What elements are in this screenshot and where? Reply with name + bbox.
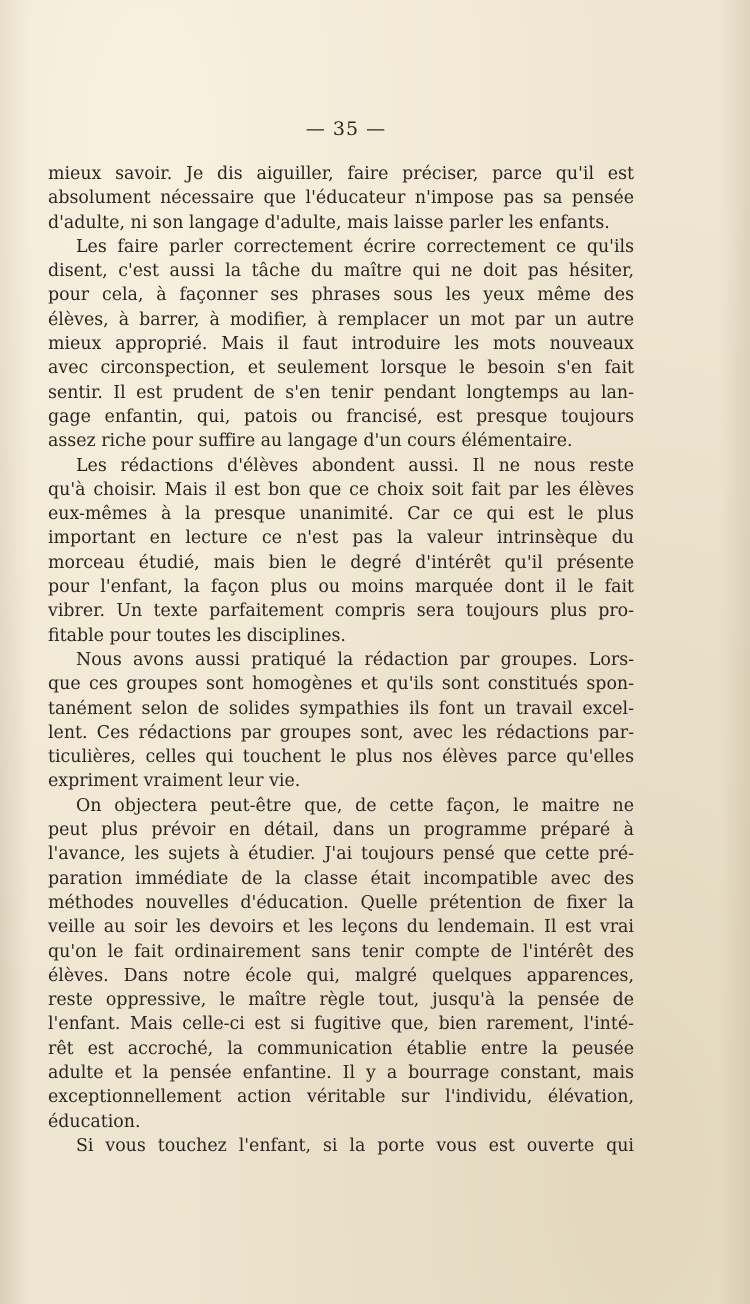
text-line: disent, c'est aussi la tâche du maître qui ne doit pas hésiter,: [48, 261, 634, 282]
text-line: éducation.: [48, 1111, 141, 1132]
text-line: Les faire parler correctement écrire correctement ce qu'ils: [76, 236, 634, 257]
text-line: Si vous touchez l'enfant, si la porte vous est ouverte qui: [76, 1135, 634, 1156]
text-line: Les rédactions d'élèves abondent aussi. Il ne nous reste: [76, 455, 634, 476]
page-body-text: [48, 162, 634, 1158]
text-line: l'enfant. Mais celle-ci est si fugitive que, bien rarement, l'inté-: [48, 1014, 634, 1035]
text-line: qu'on le fait ordinairement sans tenir compte de l'intérêt des: [48, 941, 634, 962]
text-line: adulte et la pensée enfantine. Il y a bourrage constant, mais: [48, 1062, 634, 1083]
text-line: l'avance, les sujets à étudier. J'ai toujours pensé que cette pré-: [48, 844, 634, 865]
text-line: rêt est accroché, la communication établie entre la peusée: [48, 1038, 634, 1059]
text-line: peut plus prévoir en détail, dans un programme préparé à: [48, 820, 634, 841]
text-line: important en lecture ce n'est pas la valeur intrinsèque du: [48, 528, 634, 549]
text-line: expriment vraiment leur vie.: [48, 771, 301, 792]
text-line: élèves, à barrer, à modifier, à remplacer un mot par un autre: [48, 309, 634, 330]
text-line: pour l'enfant, la façon plus ou moins marquée dont il le fait: [48, 577, 634, 598]
text-line: avec circonspection, et seulement lorsque le besoin s'en fait: [48, 358, 634, 379]
text-line: vibrer. Un texte parfaitement compris sera toujours plus pro-: [48, 601, 634, 622]
text-line: paration immédiate de la classe était incompatible avec des: [48, 868, 634, 889]
text-line: ticulières, celles qui touchent le plus nos élèves parce qu'elles: [48, 747, 634, 768]
text-line: exceptionnellement action véritable sur l'individu, élévation,: [48, 1087, 634, 1108]
text-line: On objectera peut-être que, de cette façon, le maitre ne: [76, 795, 634, 816]
text-line: mieux savoir. Je dis aiguiller, faire préciser, parce qu'il est: [48, 164, 634, 184]
text-line: eux-mêmes à la presque unanimité. Car ce qui est le plus: [48, 504, 634, 525]
text-line: élèves. Dans notre école qui, malgré quelques apparences,: [48, 965, 634, 986]
text-line: fitable pour toutes les disciplines.: [48, 625, 346, 646]
text-line: veille au soir les devoirs et les leçons du lendemain. Il est vrai: [48, 917, 634, 938]
text-line: pour cela, à façonner ses phrases sous les yeux même des: [48, 285, 634, 306]
text-line: d'adulte, ni son langage d'adulte, mais laisse parler les enfants.: [48, 212, 610, 233]
paragraph: [48, 794, 634, 1134]
text-line: reste oppressive, le maître règle tout, jusqu'à la pensée de: [48, 990, 634, 1011]
text-line: morceau étudié, mais bien le degré d'intérêt qu'il présente: [48, 552, 634, 573]
text-line: mieux approprié. Mais il faut introduire les mots nouveaux: [48, 334, 634, 355]
page-number: — 35 —: [305, 118, 387, 140]
paragraph: [48, 454, 634, 648]
text-line: absolument nécessaire que l'éducateur n'impose pas sa pensée: [48, 188, 634, 209]
text-line: que ces groupes sont homogènes et qu'ils sont constitués spon-: [48, 674, 634, 695]
book-page: [48, 118, 634, 1158]
text-line: Nous avons aussi pratiqué la rédaction par groupes. Lors-: [76, 649, 634, 670]
text-line: sentir. Il est prudent de s'en tenir pendant longtemps au lan-: [48, 382, 634, 403]
paragraph: [48, 235, 634, 454]
text-line: méthodes nouvelles d'éducation. Quelle prétention de fixer la: [48, 892, 634, 913]
paragraph: [48, 1134, 634, 1158]
text-line: qu'à choisir. Mais il est bon que ce choix soit fait par les élèves: [48, 479, 634, 500]
paragraph: [48, 648, 634, 794]
text-line: lent. Ces rédactions par groupes sont, avec les rédactions par-: [48, 722, 634, 743]
text-line: assez riche pour suffire au langage d'un cours élémentaire.: [48, 431, 573, 452]
text-line: gage enfantin, qui, patois ou francisé, est presque toujours: [48, 406, 634, 427]
paragraph: [48, 162, 634, 235]
text-line: tanément selon de solides sympathies ils font un travail excel-: [48, 698, 634, 719]
